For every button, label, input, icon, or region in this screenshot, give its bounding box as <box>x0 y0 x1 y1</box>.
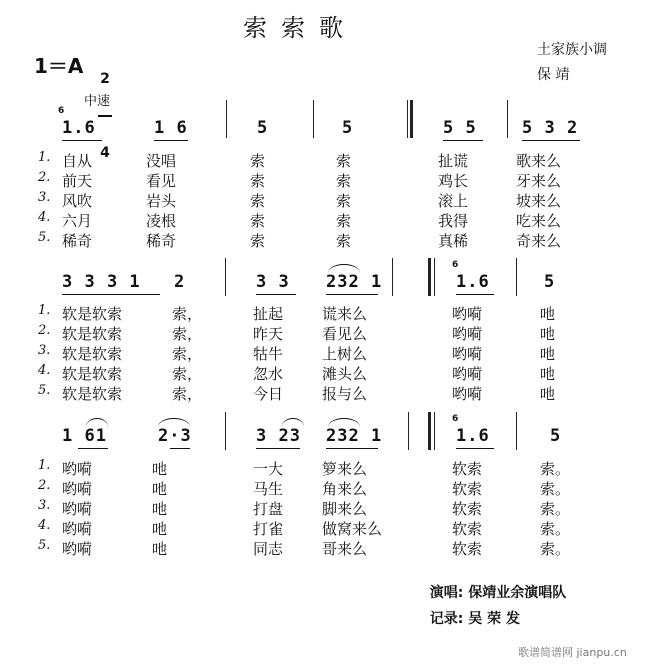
lyric: 索。 <box>540 500 571 518</box>
verse-number: 2. <box>38 323 51 338</box>
beam-line <box>326 294 378 295</box>
lyric: 稀奇 <box>146 232 177 250</box>
lyric: 吃来么 <box>516 212 562 230</box>
lyric: 软索 <box>452 480 483 498</box>
time-divider <box>98 115 112 117</box>
lyric: 哟嗬 <box>62 460 93 478</box>
lyric: 哟嗬 <box>452 345 483 363</box>
note-group: 1 61 <box>62 426 107 446</box>
repeat-bar <box>410 100 413 138</box>
bar-line <box>408 412 409 450</box>
lyric: 吔 <box>152 480 168 498</box>
verse-number: 4. <box>38 363 51 378</box>
lyric: 打盘 <box>253 500 284 518</box>
note-group: 3 23 <box>256 426 301 446</box>
lyric: 软索 <box>452 520 483 538</box>
time-top: 2 <box>100 71 110 87</box>
key-signature: 1＝A <box>34 54 84 78</box>
beam-line <box>256 294 296 295</box>
lyric: 今日 <box>253 385 284 403</box>
origin-label: 土家族小调 <box>537 42 607 58</box>
beam-line <box>456 448 494 449</box>
recorder-label: 记录: <box>429 611 464 627</box>
lyric: 软是软索 <box>62 345 123 363</box>
bar-line <box>434 412 435 450</box>
note-group: 2 <box>174 272 186 292</box>
repeat-bar <box>428 412 431 450</box>
verse-number: 5. <box>38 383 51 398</box>
verse-number: 1. <box>38 458 51 473</box>
slur <box>158 418 190 427</box>
lyric: 吔 <box>540 365 556 383</box>
lyric: 吔 <box>540 345 556 363</box>
lyric: 吔 <box>152 520 168 538</box>
verse-number: 1. <box>38 303 51 318</box>
lyric: 吔 <box>152 460 168 478</box>
verse-number: 3. <box>38 190 51 205</box>
lyric: 哟嗬 <box>62 520 93 538</box>
lyric: 索， <box>172 365 203 383</box>
note-group: 5 5 <box>443 118 477 138</box>
beam-line <box>78 448 108 449</box>
lyric: 前天 <box>62 172 93 190</box>
lyric: 哟嗬 <box>452 385 483 403</box>
verse-number: 5. <box>38 538 51 553</box>
lyric: 稀奇 <box>62 232 93 250</box>
lyric: 做窝来么 <box>322 520 383 538</box>
note-group: 232 1 <box>326 426 383 446</box>
lyric: 我得 <box>438 212 469 230</box>
lyric: 箩来么 <box>322 460 368 478</box>
lyric: 索 <box>250 192 266 210</box>
lyric: 忽水 <box>253 365 284 383</box>
lyric: 哟嗬 <box>452 305 483 323</box>
lyric: 软索 <box>452 500 483 518</box>
lyric: 滩头么 <box>322 365 368 383</box>
note-group: 5 <box>550 426 562 446</box>
lyric: 索 <box>336 212 352 230</box>
lyric: 索。 <box>540 540 571 558</box>
lyric: 索 <box>336 192 352 210</box>
bar-line <box>225 412 226 450</box>
lyric: 昨天 <box>253 325 284 343</box>
lyric: 软是软索 <box>62 305 123 323</box>
lyric: 索。 <box>540 460 571 478</box>
lyric: 看见 <box>146 172 177 190</box>
lyric: 软索 <box>452 540 483 558</box>
time-bottom: 4 <box>100 145 110 161</box>
bar-line <box>434 258 435 296</box>
beam-line <box>62 294 160 295</box>
verse-number: 3. <box>38 498 51 513</box>
lyric: 报与么 <box>322 385 368 403</box>
recorder-credit <box>420 592 520 628</box>
lyric: 马生 <box>253 480 284 498</box>
lyric: 索， <box>172 345 203 363</box>
repeat-bar <box>428 258 431 296</box>
bar-line <box>392 258 393 296</box>
lyric: 凌根 <box>146 212 177 230</box>
lyric: 哟嗬 <box>62 500 93 518</box>
verse-number: 5. <box>38 230 51 245</box>
lyric: 角来么 <box>322 480 368 498</box>
slur <box>328 418 360 427</box>
tempo-marking: 中速 <box>84 94 111 109</box>
lyric: 索 <box>336 172 352 190</box>
singer-label: 演唱: <box>429 585 464 601</box>
beam-line <box>326 448 378 449</box>
lyric: 索 <box>250 152 266 170</box>
lyric: 岩头 <box>146 192 177 210</box>
slur <box>86 418 108 427</box>
bar-line <box>313 100 314 138</box>
lyric: 没唱 <box>146 152 177 170</box>
lyric: 坡来么 <box>516 192 562 210</box>
lyric: 鸡长 <box>438 172 469 190</box>
note-group: 1.6 <box>62 118 96 138</box>
grace-note: 6 <box>452 414 459 424</box>
lyric: 看见么 <box>322 325 368 343</box>
lyric: 脚来么 <box>322 500 368 518</box>
bar-line <box>516 412 517 450</box>
lyric: 哟嗬 <box>62 480 93 498</box>
note-group: 1.6 <box>456 426 490 446</box>
note-group: 2·3 <box>158 426 192 446</box>
verse-number: 4. <box>38 518 51 533</box>
lyric: 歌来么 <box>516 152 562 170</box>
lyric: 索 <box>250 212 266 230</box>
lyric: 牙来么 <box>516 172 562 190</box>
watermark: 歌谱简谱网 jianpu.cn <box>518 646 627 659</box>
lyric: 索。 <box>540 480 571 498</box>
grace-note: 6 <box>58 106 65 116</box>
verse-number: 2. <box>38 478 51 493</box>
lyric: 六月 <box>62 212 93 230</box>
slur <box>282 418 304 427</box>
lyric: 哟嗬 <box>452 365 483 383</box>
note-group: 5 3 2 <box>522 118 579 138</box>
note-group: 3 3 <box>256 272 290 292</box>
lyric: 软是软索 <box>62 385 123 403</box>
verse-number: 4. <box>38 210 51 225</box>
beam-line <box>256 448 300 449</box>
lyric: 扯起 <box>253 305 284 323</box>
lyric: 吔 <box>540 385 556 403</box>
lyric: 索 <box>250 172 266 190</box>
bar-line <box>407 100 408 138</box>
lyric: 打雀 <box>253 520 284 538</box>
lyric: 索。 <box>540 520 571 538</box>
lyric: 哟嗬 <box>62 540 93 558</box>
beam-line <box>170 448 190 449</box>
lyric: 索 <box>250 232 266 250</box>
lyric: 一大 <box>253 460 284 478</box>
lyric: 索 <box>336 152 352 170</box>
lyric: 哥来么 <box>322 540 368 558</box>
lyric: 软是软索 <box>62 365 123 383</box>
beam-line <box>62 140 102 141</box>
note-group: 3 3 3 1 <box>62 272 141 292</box>
bar-line <box>516 258 517 296</box>
source-label: 保 靖 <box>537 67 570 83</box>
lyric: 索， <box>172 385 203 403</box>
grace-note: 6 <box>452 260 459 270</box>
bar-line <box>507 100 508 138</box>
recorder-name: 吴 荣 发 <box>468 611 520 627</box>
lyric: 软是软索 <box>62 325 123 343</box>
verse-number: 3. <box>38 343 51 358</box>
lyric: 真稀 <box>438 232 469 250</box>
verse-number: 1. <box>38 150 51 165</box>
lyric: 索 <box>336 232 352 250</box>
lyric: 索， <box>172 325 203 343</box>
lyric: 谎来么 <box>322 305 368 323</box>
beam-line <box>522 140 580 141</box>
note-group: 5 <box>342 118 354 138</box>
lyric: 索， <box>172 305 203 323</box>
beam-line <box>443 140 483 141</box>
verse-number: 2. <box>38 170 51 185</box>
lyric: 滚上 <box>438 192 469 210</box>
lyric: 奇来么 <box>516 232 562 250</box>
beam-line <box>154 140 188 141</box>
slur <box>328 264 360 273</box>
bar-line <box>225 258 226 296</box>
lyric: 上树么 <box>322 345 368 363</box>
lyric: 软索 <box>452 460 483 478</box>
lyric: 吔 <box>540 325 556 343</box>
lyric: 吔 <box>152 540 168 558</box>
note-group: 5 <box>257 118 269 138</box>
lyric: 哟嗬 <box>452 325 483 343</box>
lyric: 吔 <box>540 305 556 323</box>
bar-line <box>226 100 227 138</box>
note-group: 232 1 <box>326 272 383 292</box>
lyric: 扯谎 <box>438 152 469 170</box>
lyric: 自从 <box>62 152 93 170</box>
note-group: 5 <box>544 272 556 292</box>
note-group: 1.6 <box>456 272 490 292</box>
time-signature <box>98 44 112 174</box>
beam-line <box>456 294 494 295</box>
lyric: 同志 <box>253 540 284 558</box>
song-title: 索索歌 <box>243 14 357 42</box>
singer-name: 保靖业余演唱队 <box>468 585 567 601</box>
lyric: 风吹 <box>62 192 93 210</box>
note-group: 1 6 <box>154 118 188 138</box>
lyric: 牯牛 <box>253 345 284 363</box>
lyric: 吔 <box>152 500 168 518</box>
